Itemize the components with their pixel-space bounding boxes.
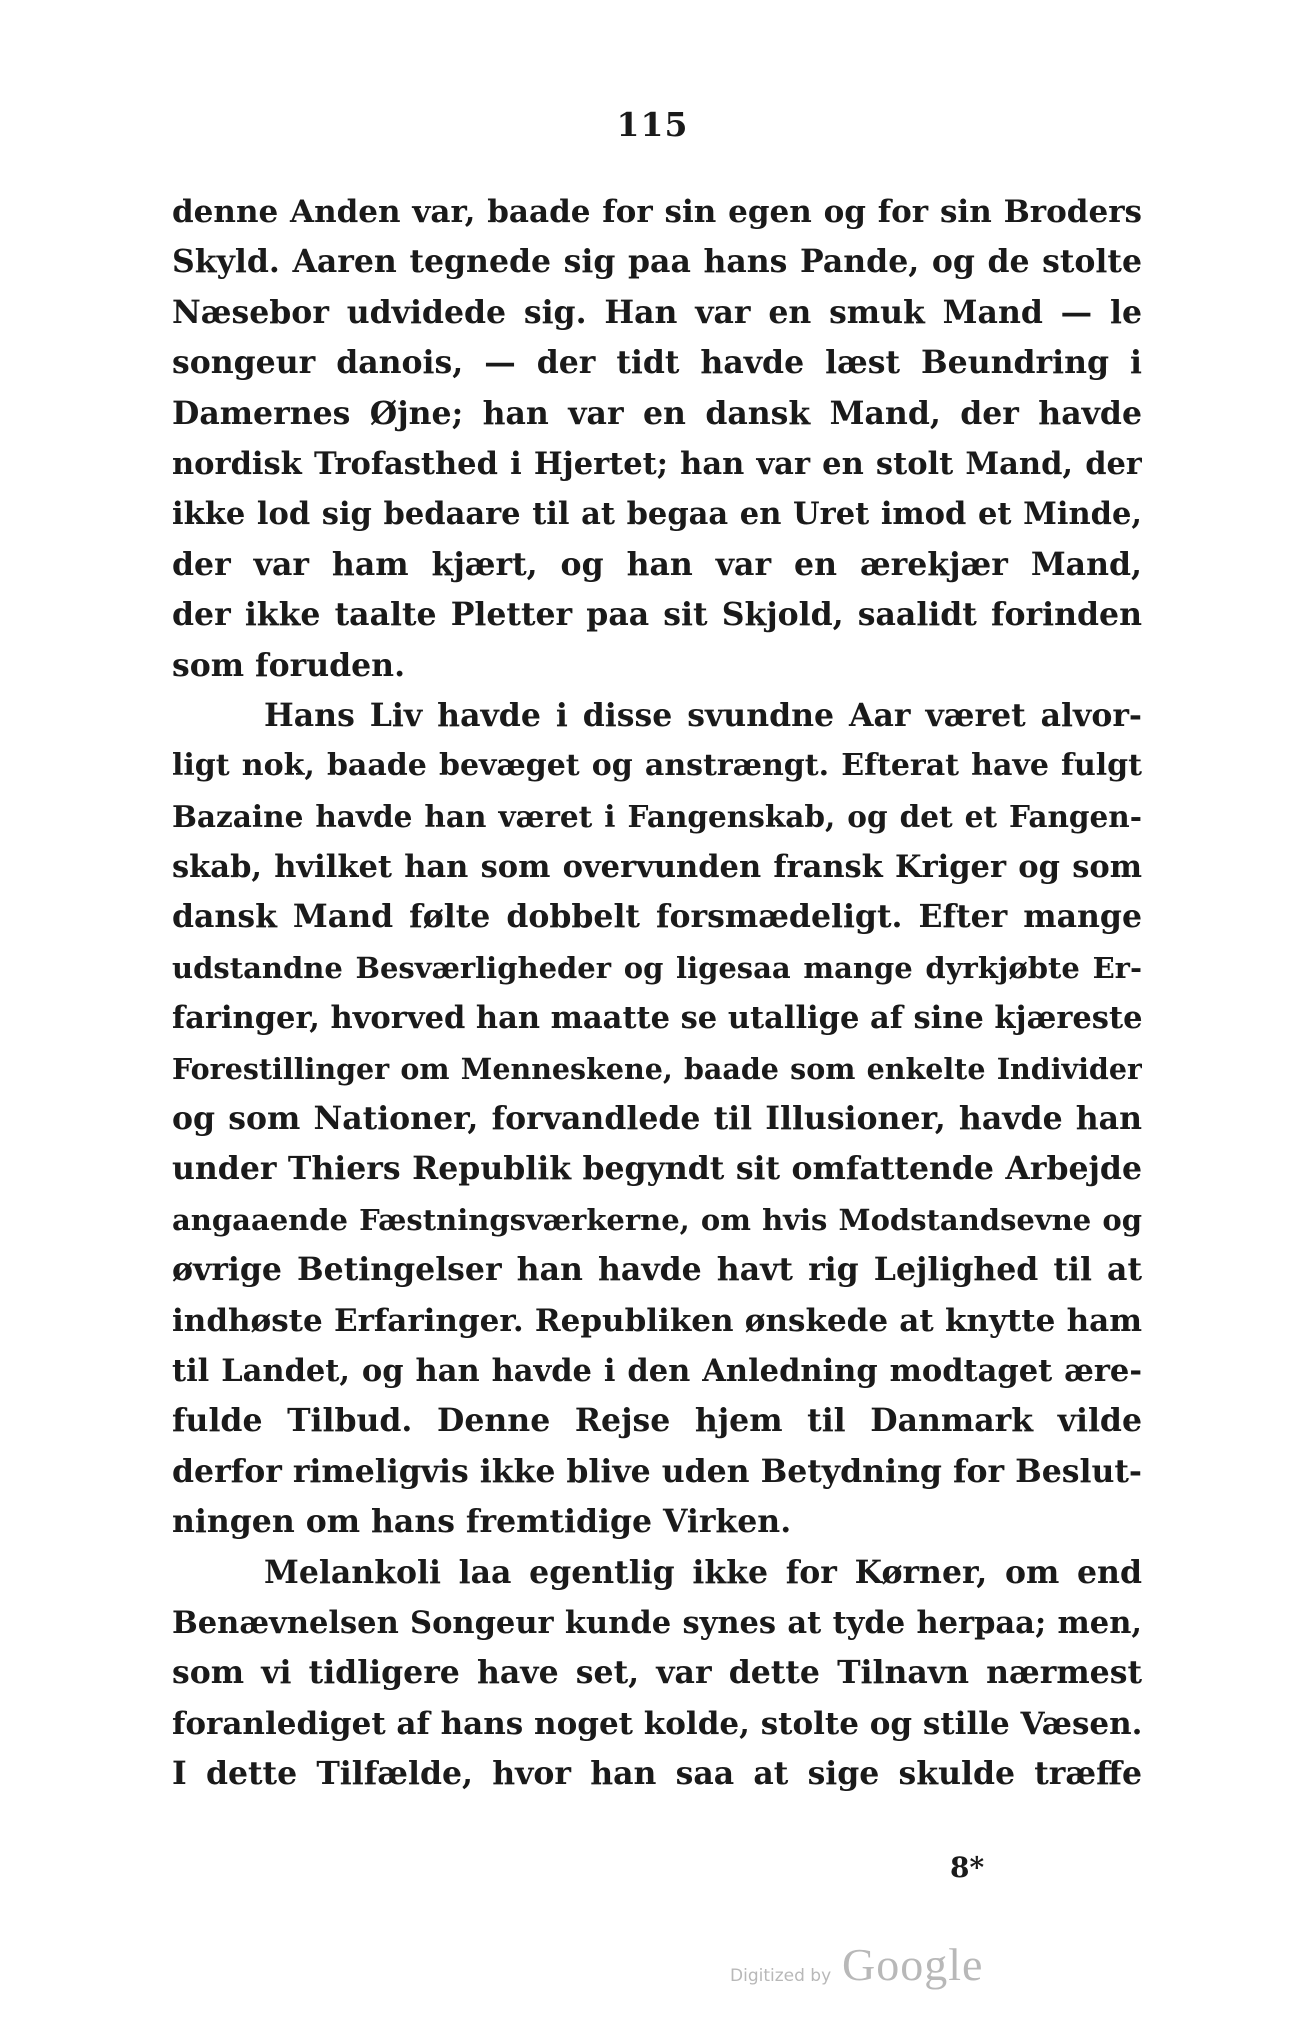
paragraph-start-line: Melankoli laa egentlig ikke for Kørner, om end [264,1553,1142,1591]
text-line: derfor rimeligvis ikke blive uden Betydning for Beslut- [172,1452,1142,1490]
body-text [172,187,1142,1800]
signature-mark: 8* [950,1851,985,1884]
text-line: ikke lod sig bedaare til at begaa en Uret imod et Minde, [172,496,1142,533]
text-line: Bazaine havde han været i Fangenskab, og det et Fangen- [172,798,1142,834]
text-line: udstandne Besværligheder og ligesaa mange dyrkjøbte Er- [172,950,1142,985]
paragraph-start-line: Hans Liv havde i disse svundne Aar været alvor- [264,696,1142,734]
text-line: som foruden. [172,646,406,684]
text-line: til Landet, og han havde i den Anledning modtaget ære- [172,1352,1142,1389]
text-line: Forestillinger om Menneskene, baade som enkelte Individer [172,1051,1142,1086]
text-line: der var ham kjært, og han var en ærekjær Mand, [172,545,1142,583]
text-line: Benævnelsen Songeur kunde synes at tyde herpaa; men, [172,1604,1142,1641]
text-line: dansk Mand følte dobbelt forsmædeligt. Efter mange [172,898,1142,936]
text-line: og som Nationer, forvandlede til Illusioner, havde han [172,1100,1142,1138]
text-line: angaaende Fæstningsværkerne, om hvis Modstandsevne og [172,1202,1142,1237]
google-logo: Google [842,1939,984,1990]
digitized-watermark [730,1938,1010,1998]
text-line: Næsebor udvidede sig. Han var en smuk Mand — le [172,293,1142,331]
text-line: ningen om hans fremtidige Virken. [172,1503,792,1541]
text-line: Damernes Øjne; han var en dansk Mand, der havde [172,394,1142,432]
text-line: Skyld. Aaren tegnede sig paa hans Pande, og de stolte [172,243,1142,281]
text-line: der ikke taalte Pletter paa sit Skjold, saalidt forinden [172,596,1142,634]
text-line: fulde Tilbud. Denne Rejse hjem til Danmark vilde [172,1402,1142,1440]
text-line: nordisk Trofasthed i Hjertet; han var en stolt Mand, der [172,445,1142,482]
text-line: øvrige Betingelser han havde havt rig Lejlighed til at [172,1251,1142,1289]
text-line: denne Anden var, baade for sin egen og for sin Broders [172,194,1142,230]
watermark-prefix: Digitized by [730,1966,832,1986]
text-line: I dette Tilfælde, hvor han saa at sige skulde træffe [172,1755,1142,1793]
text-line: som vi tidligere have set, var dette Tilnavn nærmest [172,1654,1142,1692]
page-number: 115 [616,105,689,144]
text-line: faringer, hvorved han maatte se utallige af sine kjæreste [172,1000,1142,1037]
text-line: indhøste Erfaringer. Republiken ønskede at knytte ham [172,1302,1142,1339]
text-line: under Thiers Republik begyndt sit omfattende Arbejde [172,1150,1142,1188]
text-line: songeur danois, — der tidt havde læst Beundring i [172,344,1142,382]
text-line: skab, hvilket han som overvunden fransk Kriger og som [172,849,1142,886]
text-line: ligt nok, baade bevæget og anstrængt. Efterat have fulgt [172,748,1142,784]
text-line: foranlediget af hans noget kolde, stolte og stille Væsen. [172,1705,1142,1742]
